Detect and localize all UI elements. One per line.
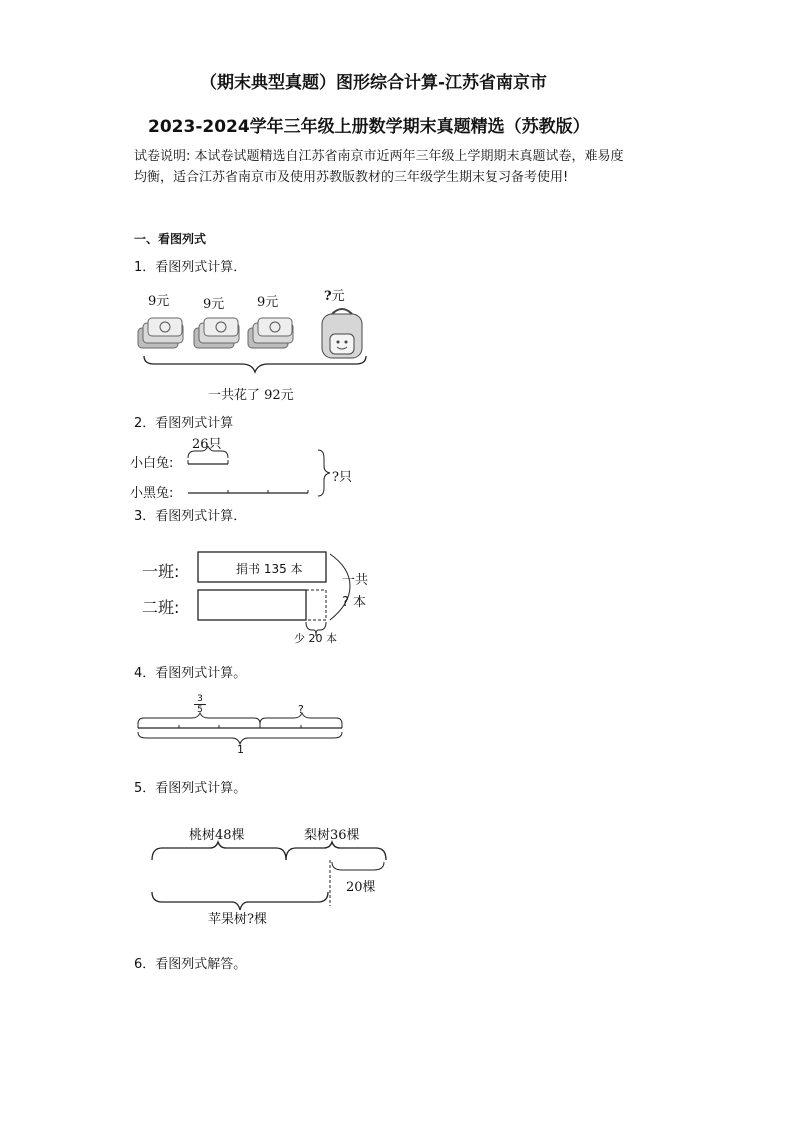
question-4 bbox=[134, 662, 246, 681]
question-text: 看图列式计算。 bbox=[155, 666, 247, 681]
total-rabbits-label: ?只 bbox=[332, 470, 352, 485]
unknown-part-label: ? bbox=[298, 703, 304, 716]
white-rabbit-label: 小白兔: bbox=[130, 456, 174, 471]
question-3 bbox=[134, 505, 246, 524]
description-line1: 试卷说明: 本试卷试题精选自江苏省南京市近两年三年级上学期期末真题试卷，难易度 bbox=[134, 149, 624, 164]
q1-figure bbox=[130, 300, 380, 380]
question-1 bbox=[134, 256, 246, 275]
price-label-2: 9元 bbox=[203, 297, 225, 312]
difference-label: 20棵 bbox=[346, 880, 376, 895]
exam-description bbox=[134, 146, 694, 188]
price-label-1: 9元 bbox=[148, 294, 170, 309]
question-number: 4． bbox=[134, 666, 156, 681]
question-number: 3． bbox=[134, 509, 156, 524]
whole-label: 1 bbox=[237, 743, 244, 756]
q4-figure bbox=[132, 712, 348, 746]
total-spent-label: 一共花了 92元 bbox=[208, 388, 294, 403]
total-books-line2: ? 本 bbox=[342, 595, 367, 610]
backpack-icon bbox=[322, 309, 362, 358]
money-stack-icon bbox=[194, 318, 239, 348]
question-text: 看图列式计算 bbox=[155, 416, 234, 431]
fraction-numerator: 3 bbox=[197, 694, 203, 704]
page-title-line2: 2023-2024学年三年级上册数学期末真题精选（苏教版） bbox=[148, 117, 590, 137]
money-stack-icon bbox=[248, 318, 293, 348]
question-6 bbox=[134, 953, 246, 972]
question-number: 5． bbox=[134, 781, 156, 796]
question-text: 看图列式计算． bbox=[155, 509, 247, 524]
question-mark: ? bbox=[324, 289, 332, 304]
price-label-3: 9元 bbox=[257, 295, 279, 310]
black-rabbit-label: 小黑兔: bbox=[130, 486, 174, 501]
class1-label: 一班: bbox=[142, 562, 180, 581]
white-rabbit-count: 26只 bbox=[192, 437, 222, 452]
money-stack-icon bbox=[138, 318, 183, 348]
question-2 bbox=[134, 412, 233, 431]
unknown-price-unit: 元 bbox=[331, 289, 345, 304]
apple-tree-label: 苹果树?棵 bbox=[208, 912, 267, 927]
question-number: 2． bbox=[134, 416, 156, 431]
question-text: 看图列式计算． bbox=[155, 260, 247, 275]
q2-figure bbox=[180, 446, 330, 502]
question-5 bbox=[134, 777, 246, 796]
question-text: 看图列式解答。 bbox=[155, 957, 247, 972]
description-line2: 均衡，适合江苏省南京市及使用苏教版教材的三年级学生期末复习备考使用! bbox=[134, 170, 569, 185]
question-text: 看图列式计算。 bbox=[155, 781, 247, 796]
class2-label: 二班: bbox=[142, 598, 180, 617]
section-title: 一、看图列式 bbox=[134, 232, 207, 246]
page-title-line1: （期末典型真题）图形综合计算-江苏省南京市 bbox=[200, 73, 548, 93]
question-number: 6． bbox=[134, 957, 156, 972]
total-books-line1: 一共 bbox=[342, 573, 369, 588]
class1-books-label: 捐书 135 本 bbox=[236, 562, 303, 576]
question-number: 1． bbox=[134, 260, 156, 275]
less-books-label: 少 20 本 bbox=[294, 632, 337, 645]
fraction-denominator: 5 bbox=[194, 704, 206, 715]
peach-tree-label: 桃树48棵 bbox=[189, 828, 245, 843]
pear-tree-label: 梨树36棵 bbox=[304, 828, 360, 843]
